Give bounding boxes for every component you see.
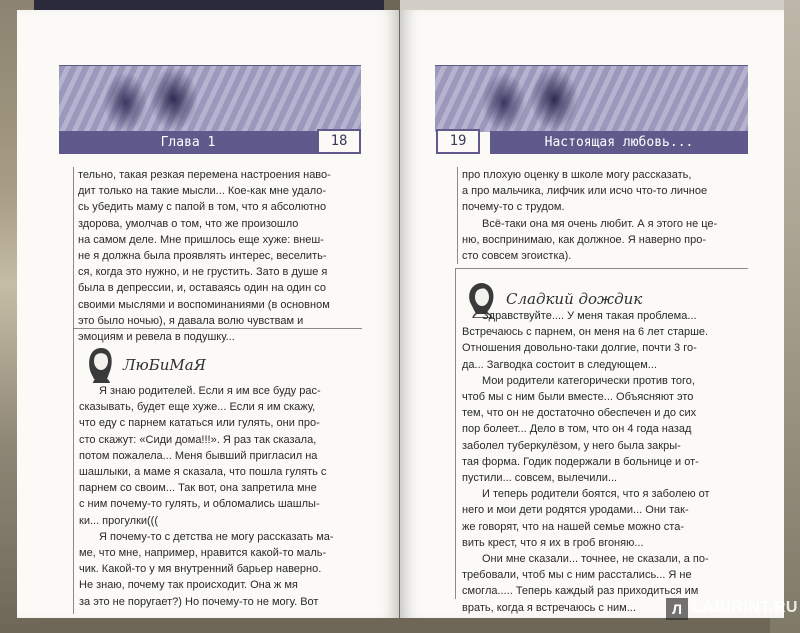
text-line: Я знаю родителей. Если я им все буду рас- (99, 385, 321, 397)
left-page (17, 10, 399, 618)
chapter-header-photo (59, 65, 361, 132)
text-line: чтоб мы с ним были вместе... Объясняют это (462, 391, 694, 404)
watermark-text: LABIRINT.RU (692, 599, 798, 616)
text-line: него и мои дети родятся уродами... Они так- (462, 504, 689, 517)
text-line: врать, когда я встречаюсь с ним... (462, 601, 636, 614)
text-line: тая форма. Годик подержали в больнице и от- (462, 455, 699, 468)
text-line: была в депрессии, и, оставаясь один на один со (78, 282, 326, 295)
text-line: ме, что мне, например, нравится какой-то маль- (79, 547, 327, 560)
text-line: пустили... совсем, вылечили... (462, 472, 618, 485)
text-line: Всё-таки она мя очень любит. А я этого не це- (482, 217, 718, 230)
text-line: же говорят, что на нашей семье можно ста- (462, 520, 684, 533)
text-line: И теперь родители боятся, что я заболею от (482, 488, 710, 501)
text-line: что еду с парнем кататься или гулять, они про- (79, 417, 320, 430)
intro-text (73, 167, 364, 345)
text-line: Здравствуйте.... У меня такая проблема... (482, 310, 697, 322)
text-line: сто совсем эгоистка). (462, 250, 572, 263)
letter-text (462, 308, 747, 616)
right-page (400, 10, 784, 618)
text-line: смогла..... Теперь каждый раз приходиться им (462, 585, 699, 598)
text-line: эмоциям и ревела в подушку... (78, 331, 235, 344)
intro-text (457, 167, 752, 264)
text-line: своими мыслями и воспоминаниями (в основном (78, 298, 330, 311)
author-portrait-icon (83, 343, 117, 383)
text-line: а про мальчика, лифчик или исчо что-то личное (462, 185, 708, 198)
text-line: про плохую оценку в школе могу рассказать, (462, 169, 692, 181)
text-line: чик. Какой-то у мя внутренний барьер наверно. (79, 563, 322, 576)
text-line: парнем со своим... Так вот, она запретила мне (79, 482, 317, 495)
author-name: Сладкий дождик (506, 290, 643, 308)
text-line: на самом деле. Мне пришлось еще хуже: внеш- (78, 233, 324, 246)
page-number: 18 (317, 129, 361, 154)
page-number: 19 (436, 129, 480, 154)
chapter-title-bar: Настоящая любовь... (490, 131, 748, 154)
text-line: заболел туберкулёзом, у него была закры- (462, 439, 681, 452)
text-line: да... Загводка состоит в следующем... (462, 358, 657, 371)
chapter-header-photo (435, 65, 748, 132)
text-line: шашлыки, а маме я сказала, что пошла гулять с (79, 466, 327, 479)
text-line: сказывать, будет еще хуже... Если я им скажу, (79, 401, 316, 414)
text-line: Они мне сказали... точнее, не сказали, а по- (482, 553, 709, 566)
text-line: Не знаю, почему так происходит. Она ж мя (79, 579, 298, 592)
text-line: тельно, такая резкая перемена настроения наво- (78, 169, 331, 181)
text-line: Мои родители категорически против того, (482, 374, 695, 387)
text-line: дит только на такие мысли... Кое-как мне удало- (78, 185, 327, 198)
text-line: сь убедить маму с папой в том, что я абсолютно (78, 201, 327, 214)
text-line: вить крест, что я их в гроб вгоняю... (462, 536, 644, 549)
text-line: Я почему-то с детства не могу рассказать ма- (99, 530, 334, 543)
text-line: почему-то с трудом. (462, 201, 565, 214)
text-line: не я должна была проявлять интерес, веселить- (78, 250, 327, 263)
text-line: это было ночью), я давала волю чувствам и (78, 314, 304, 327)
text-line: Отношения довольно-таки долгие, почти 3 го- (462, 342, 697, 355)
chapter-title-bar: Глава 1 (59, 131, 317, 154)
text-line: ню, воспринимаю, как должное. Я наверно про- (462, 233, 707, 246)
site-watermark (666, 597, 798, 623)
text-line: с ним почему-то гулять, и обломались шашлы- (79, 498, 320, 511)
author-name: ЛюБиМаЯ (123, 356, 206, 374)
text-line: ки... прогулки((( (79, 514, 159, 527)
text-line: потом пожалела... Меня бывший пригласил на (79, 449, 318, 462)
text-line: тем, что он не достаточно обеспечен и до сих (462, 407, 697, 420)
text-line: требовали, чтоб мы с ним расстались... Я не (462, 569, 692, 582)
text-line: за это не поругает?) Но почему-то не могу. Вот (79, 595, 319, 608)
text-line: сто скажут: «Сиди дома!!!». Я раз так сказала, (79, 433, 317, 446)
text-line: Встречаюсь с парнем, он меня на 6 лет старше. (462, 326, 709, 339)
text-line: здорова, умолчав о том, что же произошло (78, 217, 299, 230)
watermark-logo-icon: Л (666, 598, 688, 620)
text-line: ся, когда это нужно, и не грустить. Зато в душе я (78, 266, 328, 279)
letter-text (79, 383, 359, 610)
text-line: пор болеет... Дело в том, что он 4 года назад (462, 423, 692, 436)
